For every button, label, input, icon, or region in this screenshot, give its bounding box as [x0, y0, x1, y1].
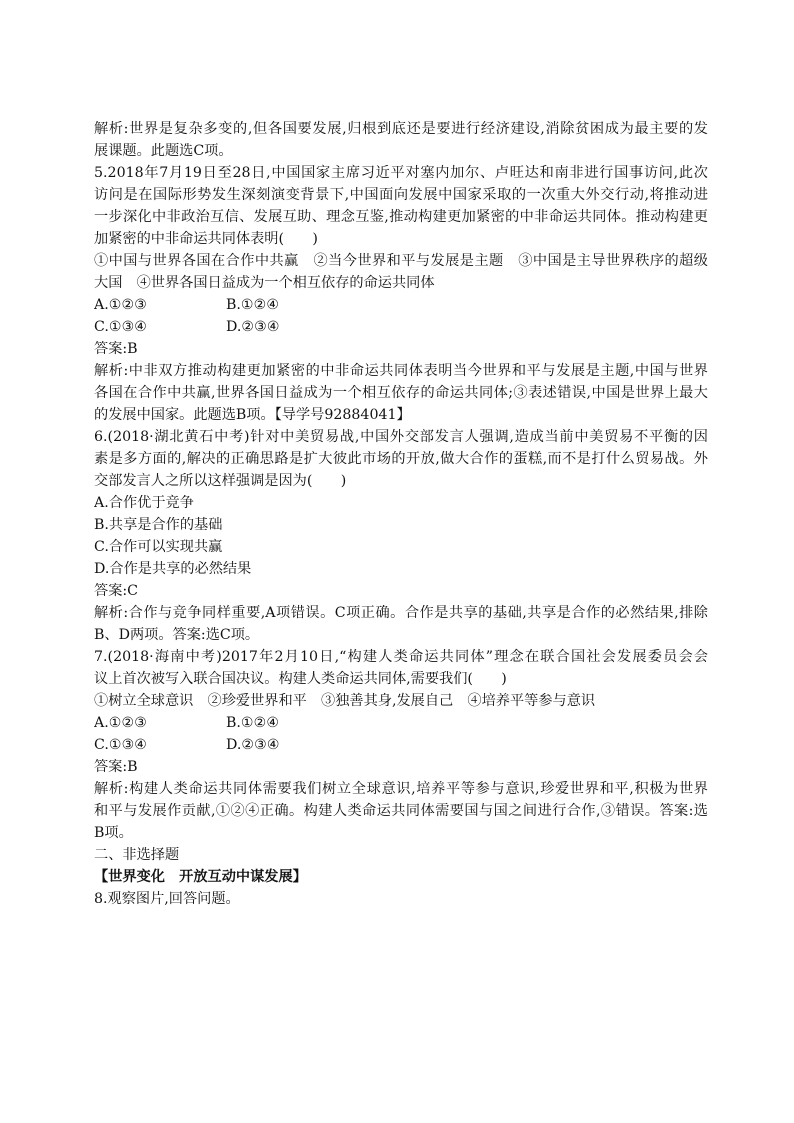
question-6-explanation: B、D两项。答案:选C项。 — [94, 627, 260, 643]
question-5-stem: 5.2018年7月19日至28日,中国国家主席习近平对塞内加尔、卢旺达和南非进行国事访问,此次 — [94, 165, 708, 181]
option-d: D.合作是共享的必然结果 — [94, 561, 252, 577]
question-6-explanation: 解析:合作与竞争同样重要,A项错误。C项正确。合作是共享的基础,共享是合作的必然结果,排除 — [94, 605, 708, 621]
option-b: B.共享是合作的基础 — [94, 517, 223, 533]
question-7-statements: ①树立全球意识 ②珍爱世界和平 ③独善其身,发展自己 ④培养平等参与意识 — [94, 693, 596, 709]
question-5-statements: ①中国与世界各国在合作中共赢 ②当今世界和平与发展是主题 ③中国是主导世界秩序的超级 — [94, 253, 708, 269]
option-d: D.②③④ — [226, 737, 280, 753]
question-6-stem: 素是多方面的,解决的正确思路是扩大彼此市场的开放,做大合作的蛋糕,而不是打什么贸易战。外 — [94, 451, 708, 467]
question-5-explanation: 解析:中非双方推动构建更加紧密的中非命运共同体表明当今世界和平与发展是主题,中国与世界 — [94, 363, 708, 379]
question-5-explanation: 的发展中国家。此题选B项。【导学号92884041】 — [94, 407, 411, 423]
question-7-explanation: 和平与发展作贡献,①②④正确。构建人类命运共同体需要国与国之间进行合作,③错误。答案:选 — [94, 803, 708, 819]
option-c: C.①③④ — [94, 737, 148, 753]
option-b: B.①②④ — [226, 715, 280, 731]
question-5-options-row — [94, 316, 708, 338]
question-8-stem: 8.观察图片,回答问题。 — [94, 891, 240, 907]
text-line: 解析:世界是复杂多变的,但各国要发展,归根到底还是要进行经济建设,消除贫困成为最主要的发 — [94, 121, 708, 137]
subsection-title: 【世界变化 开放互动中谋发展】 — [94, 869, 307, 885]
question-7-options-row — [94, 734, 708, 756]
option-b: B.①②④ — [226, 297, 280, 313]
question-7-stem: 议上首次被写入联合国决议。构建人类命运共同体,需要我们( ) — [94, 671, 507, 687]
question-7-explanation: B项。 — [94, 825, 133, 841]
question-7-stem: 7.(2018·海南中考)2017年2月10日,“构建人类命运共同体”理念在联合国社会发展委员会会 — [94, 649, 708, 665]
option-d: D.②③④ — [226, 319, 280, 335]
question-5-stem: 访问是在国际形势发生深刻演变背景下,中国面向发展中国家采取的一次重大外交行动,将推动进 — [94, 187, 708, 203]
text-line: 展课题。此题选C项。 — [94, 143, 233, 159]
question-5-answer: 答案:B — [94, 341, 138, 357]
document-page — [94, 118, 708, 910]
question-5-statements: 大国 ④世界各国日益成为一个相互依存的命运共同体 — [94, 275, 435, 291]
question-5-explanation: 各国在合作中共赢,世界各国日益成为一个相互依存的命运共同体;③表述错误,中国是世界上最大 — [94, 385, 708, 401]
question-6-answer: 答案:C — [94, 583, 139, 599]
option-c: C.合作可以实现共赢 — [94, 539, 223, 555]
question-7-answer: 答案:B — [94, 759, 138, 775]
question-7-explanation: 解析:构建人类命运共同体需要我们树立全球意识,培养平等参与意识,珍爱世界和平,积极为世界 — [94, 781, 708, 797]
question-7-options-row — [94, 712, 708, 734]
question-5-options-row — [94, 294, 708, 316]
question-6-stem: 交部发言人之所以这样强调是因为( ) — [94, 473, 347, 489]
option-a: A.合作优于竞争 — [94, 495, 194, 511]
section-heading: 二、非选择题 — [94, 847, 180, 863]
option-c: C.①③④ — [94, 319, 148, 335]
question-5-stem: 加紧密的中非命运共同体表明( ) — [94, 231, 318, 247]
question-6-stem: 6.(2018·湖北黄石中考)针对中美贸易战,中国外交部发言人强调,造成当前中美贸易不平衡的因 — [94, 429, 708, 445]
question-5-stem: 一步深化中非政治互信、发展互助、理念互鉴,推动构建更加紧密的中非命运共同体。推动构建更 — [94, 209, 708, 225]
option-a: A.①②③ — [94, 715, 147, 731]
option-a: A.①②③ — [94, 297, 147, 313]
